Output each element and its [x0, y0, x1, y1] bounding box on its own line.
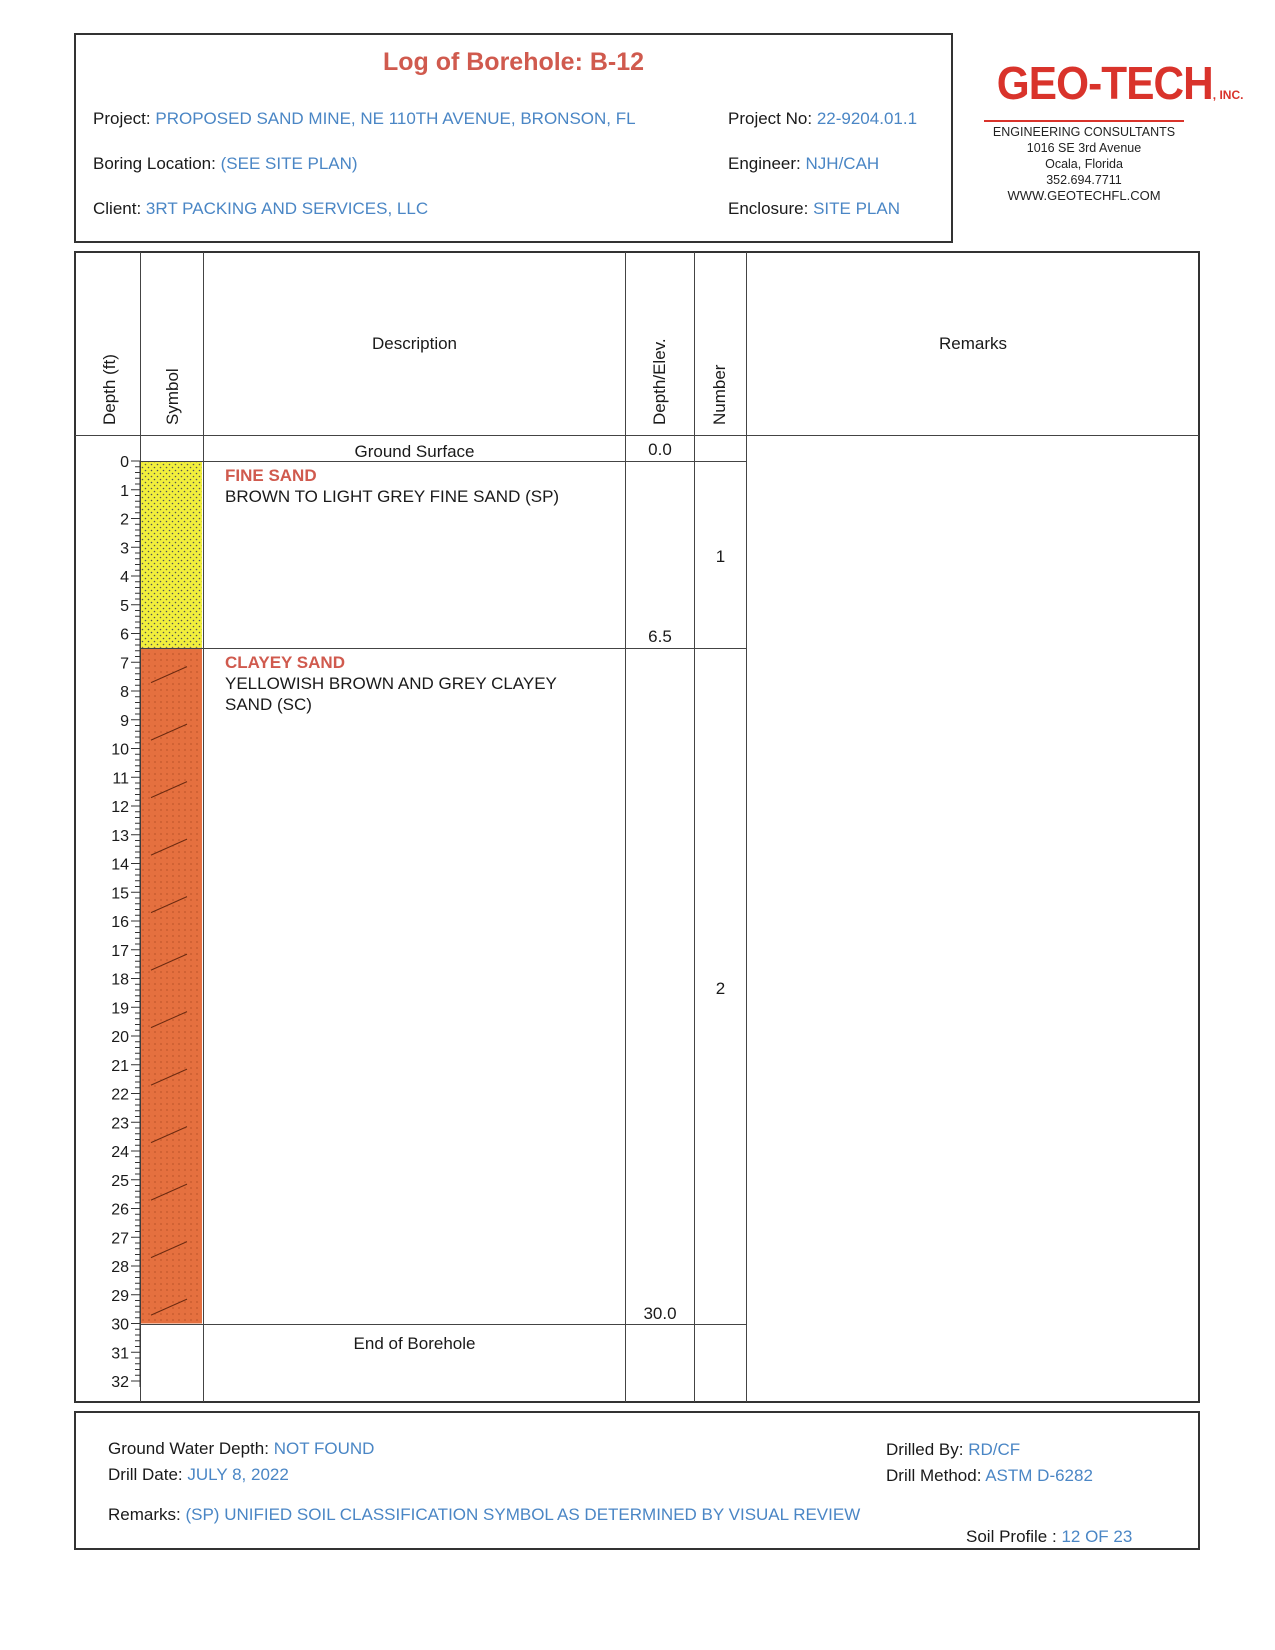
- soil-profile-value: 12 OF 23: [1061, 1527, 1133, 1546]
- layer-2-bottom-rule: [141, 1324, 746, 1325]
- depth-tick-label: 6: [120, 626, 129, 644]
- col-header-depth: Depth (ft): [100, 354, 119, 425]
- ground-surface-rule: [141, 461, 746, 462]
- depth-tick-label: 28: [111, 1259, 129, 1276]
- depth-tick-label: 10: [111, 741, 129, 759]
- engineer-label: Engineer:: [728, 154, 801, 173]
- boring-location-label: Boring Location:: [93, 154, 216, 173]
- drilled-by-field: [886, 1440, 1020, 1460]
- depth-tick-label: 31: [111, 1345, 129, 1363]
- project-field: [93, 109, 636, 129]
- drill-date-label: Drill Date:: [108, 1465, 183, 1484]
- depth-tick-label: 4: [120, 569, 129, 586]
- engineer-field: [728, 154, 879, 174]
- layer-1-text: [225, 466, 620, 507]
- logo-divider: [984, 120, 1184, 122]
- col-header-number: Number: [710, 364, 729, 425]
- layer-2-description-line2: SAND (SC): [225, 695, 312, 714]
- drill-method-label: Drill Method:: [886, 1466, 982, 1485]
- layer-1-bottom-depth: 6.5: [648, 627, 672, 646]
- depth-tick-label: 24: [111, 1144, 129, 1161]
- soil-profile-field: [966, 1527, 1132, 1547]
- address-phone: 352.694.7711: [1046, 173, 1122, 187]
- depth-tick-label: 13: [111, 827, 129, 845]
- soil-layer-2-pattern: [141, 648, 202, 1324]
- company-logo: [978, 57, 1244, 139]
- layer-2-title: CLAYEY SAND: [225, 653, 345, 672]
- depth-tick-label: 23: [111, 1115, 129, 1133]
- depth-tick-label: 16: [111, 914, 129, 931]
- depth-tick-label: 9: [120, 712, 129, 730]
- depth-tick-label: 19: [111, 1000, 129, 1018]
- depth-tick-label: 15: [111, 885, 129, 903]
- layer-2-sample-number: 2: [715, 979, 726, 998]
- depth-tick-label: 1: [120, 482, 129, 500]
- project-label: Project:: [93, 109, 151, 128]
- drill-date-value: JULY 8, 2022: [187, 1465, 289, 1484]
- layer-1-title: FINE SAND: [225, 466, 317, 485]
- depth-tick-label: 5: [120, 597, 129, 615]
- layer-1-bottom-rule: [141, 648, 746, 649]
- depth-tick-label: 29: [111, 1287, 129, 1305]
- col-header-remarks: Remarks: [938, 334, 1007, 353]
- layer-2-bottom-depth: 30.0: [643, 1304, 677, 1323]
- depth-tick-label: 32: [111, 1374, 129, 1391]
- enclosure-value: SITE PLAN: [813, 199, 900, 218]
- footer-remarks-label: Remarks:: [108, 1505, 181, 1524]
- soil-profile-label: Soil Profile :: [966, 1527, 1057, 1546]
- depth-tick-label: 25: [111, 1172, 129, 1190]
- boring-location-field: [93, 154, 358, 174]
- page-title: Log of Borehole: B-12: [382, 48, 645, 76]
- layer-1-description: BROWN TO LIGHT GREY FINE SAND (SP): [225, 487, 560, 506]
- company-address: [978, 140, 1190, 204]
- depth-tick-label: 14: [111, 856, 129, 874]
- boring-location-value: (SEE SITE PLAN): [220, 154, 358, 173]
- enclosure-label: Enclosure:: [728, 199, 809, 218]
- drill-date-field: [108, 1465, 289, 1485]
- ground-water-value: NOT FOUND: [273, 1439, 375, 1458]
- address-line1: 1016 SE 3rd Avenue: [1026, 141, 1142, 155]
- col-divider-depth-elev: [694, 252, 695, 1402]
- client-label: Client:: [93, 199, 142, 218]
- col-divider-description: [625, 252, 626, 1402]
- soil-layer-1-pattern: [141, 461, 202, 648]
- depth-tick-label: 18: [111, 971, 129, 989]
- table-header-rule: [75, 435, 1199, 436]
- ground-water-label: Ground Water Depth:: [108, 1439, 269, 1458]
- drilled-by-value: RD/CF: [968, 1440, 1021, 1459]
- col-header-symbol: Symbol: [163, 368, 182, 425]
- depth-tick-label: 11: [112, 770, 129, 788]
- project-no-label: Project No:: [728, 109, 813, 128]
- drilled-by-label: Drilled By:: [886, 1440, 964, 1459]
- project-no-value: 22-9204.01.1: [816, 109, 918, 128]
- layer-2-text: [225, 653, 620, 715]
- depth-tick-label: 27: [111, 1230, 129, 1248]
- depth-tick-label: 17: [111, 942, 129, 960]
- end-of-borehole-label: End of Borehole: [353, 1334, 476, 1353]
- drill-method-value: ASTM D-6282: [985, 1466, 1093, 1485]
- layer-2-description-line1: YELLOWISH BROWN AND GREY CLAYEY: [225, 674, 557, 693]
- drill-method-field: [886, 1466, 1093, 1486]
- depth-tick-label: 26: [111, 1201, 129, 1219]
- depth-tick-label: 21: [111, 1057, 129, 1075]
- engineer-value: NJH/CAH: [805, 154, 880, 173]
- footer-remarks-field: [108, 1505, 860, 1525]
- depth-tick-label: 2: [120, 511, 129, 529]
- col-header-depth-elev: Depth/Elev.: [650, 338, 669, 425]
- enclosure-field: [728, 199, 900, 219]
- depth-tick-label: 12: [111, 799, 129, 816]
- client-value: 3RT PACKING AND SERVICES, LLC: [145, 199, 429, 218]
- project-value: PROPOSED SAND MINE, NE 110TH AVENUE, BRONSON, FL: [155, 109, 636, 128]
- depth-tick-label: 0: [120, 454, 129, 471]
- col-header-description: Description: [371, 334, 458, 353]
- ground-surface-label: Ground Surface: [354, 442, 475, 461]
- footer-remarks-value: (SP) UNIFIED SOIL CLASSIFICATION SYMBOL AS DETERMINED BY VISUAL REVIEW: [185, 1505, 861, 1524]
- client-field: [93, 199, 428, 219]
- depth-scale: [75, 436, 205, 1402]
- ground-water-field: [108, 1439, 374, 1459]
- logo-name: GEO-TECH: [996, 57, 1213, 109]
- depth-tick-label: 22: [111, 1086, 129, 1104]
- logo-tagline: ENGINEERING CONSULTANTS: [992, 125, 1176, 139]
- depth-tick-label: 8: [120, 684, 129, 701]
- ground-depth-label: 0.0: [648, 440, 672, 459]
- col-divider-number: [746, 252, 747, 1402]
- address-website: WWW.GEOTECHFL.COM: [1007, 188, 1161, 203]
- logo-suffix: , INC.: [1212, 88, 1244, 102]
- address-line2: Ocala, Florida: [1045, 157, 1123, 171]
- layer-1-sample-number: 1: [715, 547, 726, 566]
- depth-tick-label: 7: [120, 655, 129, 673]
- log-table: [74, 251, 1200, 1403]
- project-no-field: [728, 109, 917, 129]
- depth-tick-label: 3: [120, 540, 129, 558]
- depth-tick-label: 30: [111, 1316, 129, 1334]
- depth-tick-label: 20: [111, 1029, 129, 1046]
